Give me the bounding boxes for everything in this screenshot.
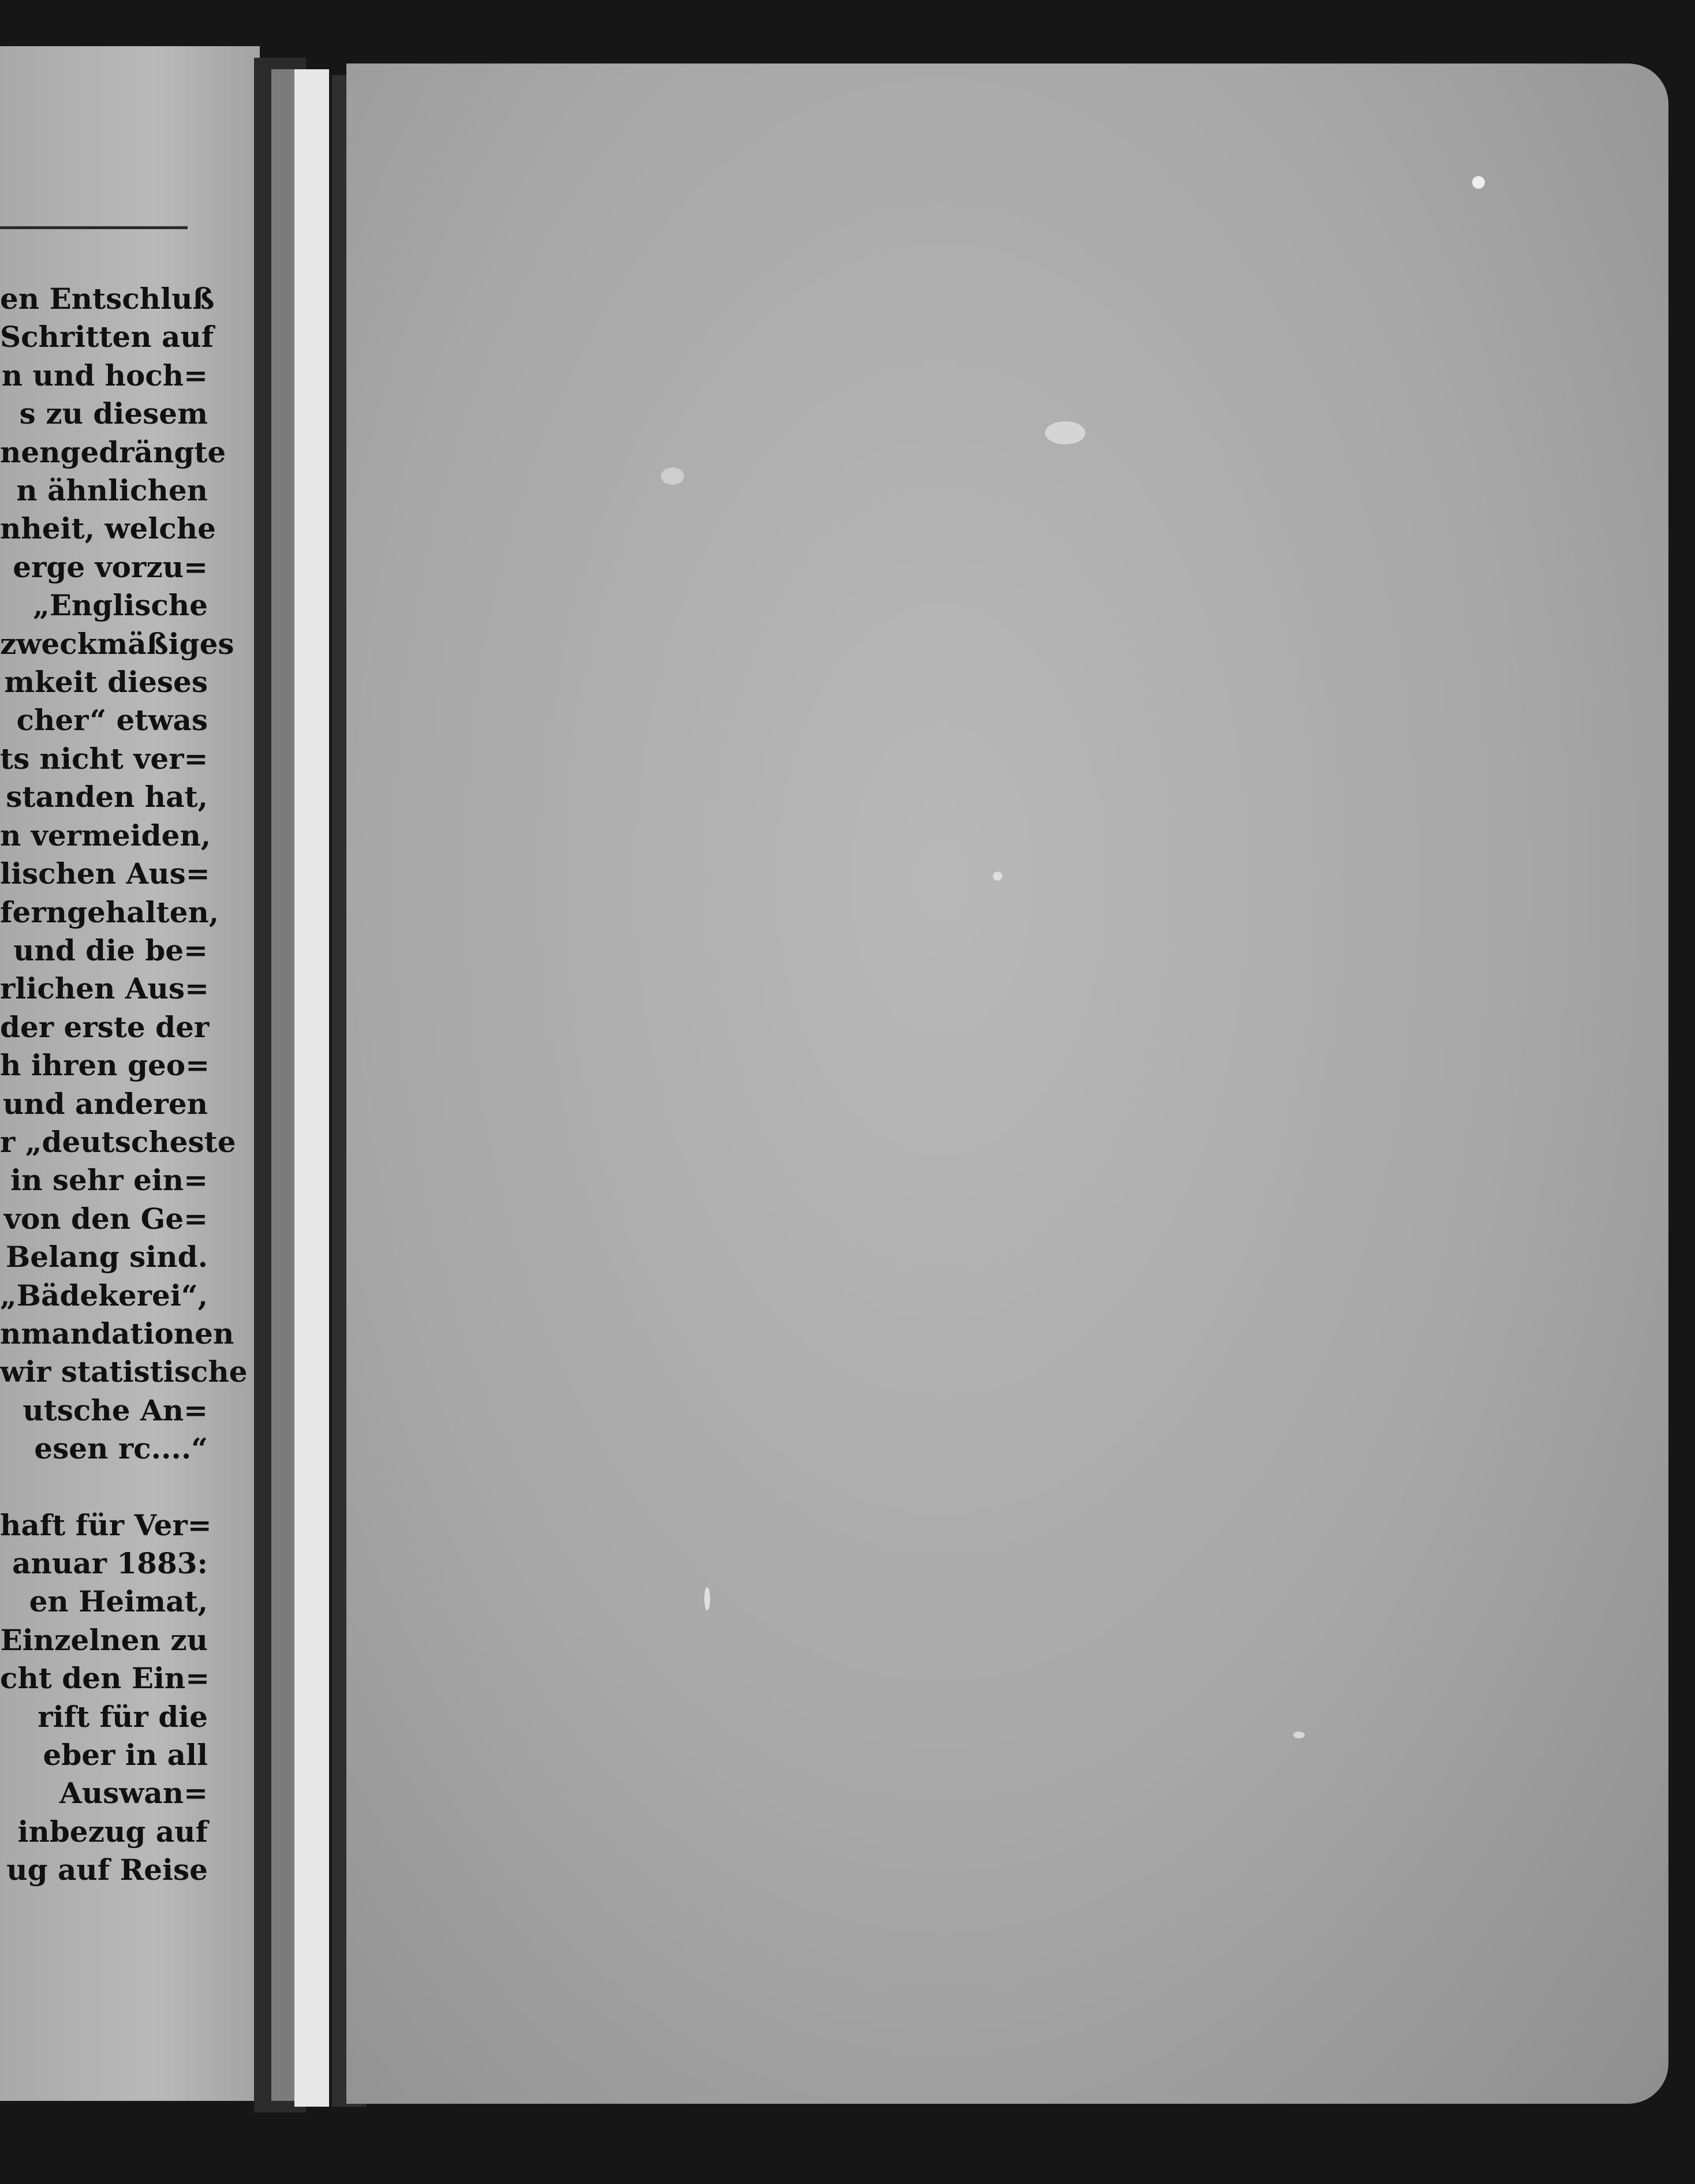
text-line: nheit, welche — [0, 511, 216, 546]
text-line: „Bädekerei“, — [0, 1278, 208, 1312]
text-line: lischen Aus= — [0, 857, 210, 891]
text-line: wir statistische — [0, 1355, 248, 1389]
dust-speck — [1293, 1732, 1305, 1738]
text-line: „Englische — [33, 588, 208, 623]
dust-speck — [661, 468, 684, 485]
column-rule — [0, 226, 188, 229]
blank-page — [346, 63, 1668, 2104]
text-line: Belang sind. — [5, 1240, 208, 1274]
text-line: inbezug auf — [17, 1814, 208, 1849]
text-line: h ihren geo= — [0, 1048, 210, 1083]
text-line: ferngehalten, — [0, 895, 219, 929]
text-column — [0, 280, 248, 1890]
binding-strip — [294, 69, 329, 2107]
text-line: standen hat, — [6, 780, 208, 814]
text-line: esen rc....“ — [34, 1431, 208, 1466]
dust-speck — [993, 872, 1002, 881]
text-line: nengedrängte — [0, 435, 226, 469]
text-line: von den Ge= — [3, 1201, 208, 1236]
dust-speck — [1472, 176, 1485, 189]
text-line: cher“ etwas — [16, 703, 208, 738]
text-line: cht den Ein= — [0, 1661, 210, 1696]
text-line: Schritten auf — [0, 320, 214, 354]
text-line: en Heimat, — [29, 1584, 208, 1619]
text-line: s zu diesem — [19, 397, 208, 431]
text-line: eber in all — [43, 1738, 208, 1772]
text-line: anuar 1883: — [12, 1546, 208, 1580]
text-line: in sehr ein= — [10, 1163, 208, 1198]
text-line: en Entschluß — [0, 282, 215, 316]
text-line: erge vorzu= — [13, 549, 208, 584]
paragraph-gap — [0, 1468, 208, 1506]
text-line: Auswan= — [59, 1776, 208, 1811]
text-line: rift für die — [38, 1699, 208, 1734]
text-line: Einzelnen zu — [0, 1622, 208, 1657]
text-line: mkeit dieses — [4, 665, 208, 700]
previous-page-fragment — [0, 46, 260, 2101]
text-line: n und hoch= — [1, 358, 208, 392]
binding-edge — [271, 69, 294, 2101]
text-line: ug auf Reise — [6, 1853, 208, 1887]
dust-speck — [704, 1587, 710, 1610]
text-line: haft für Ver= — [0, 1508, 212, 1542]
text-line: n ähnlichen — [16, 473, 208, 508]
text-line: zweckmäßiges — [0, 626, 234, 661]
text-line: und anderen — [2, 1086, 208, 1121]
text-line: r „deutscheste — [0, 1124, 236, 1159]
text-line: und die be= — [13, 933, 208, 967]
text-line: utsche An= — [23, 1393, 208, 1427]
text-line: rlichen Aus= — [0, 971, 209, 1006]
text-line: nmandationen — [0, 1316, 234, 1351]
text-line: ts nicht ver= — [0, 741, 208, 776]
text-line: n vermeiden, — [0, 818, 211, 852]
text-line: der erste der — [0, 1009, 210, 1044]
dust-speck — [1045, 421, 1085, 444]
